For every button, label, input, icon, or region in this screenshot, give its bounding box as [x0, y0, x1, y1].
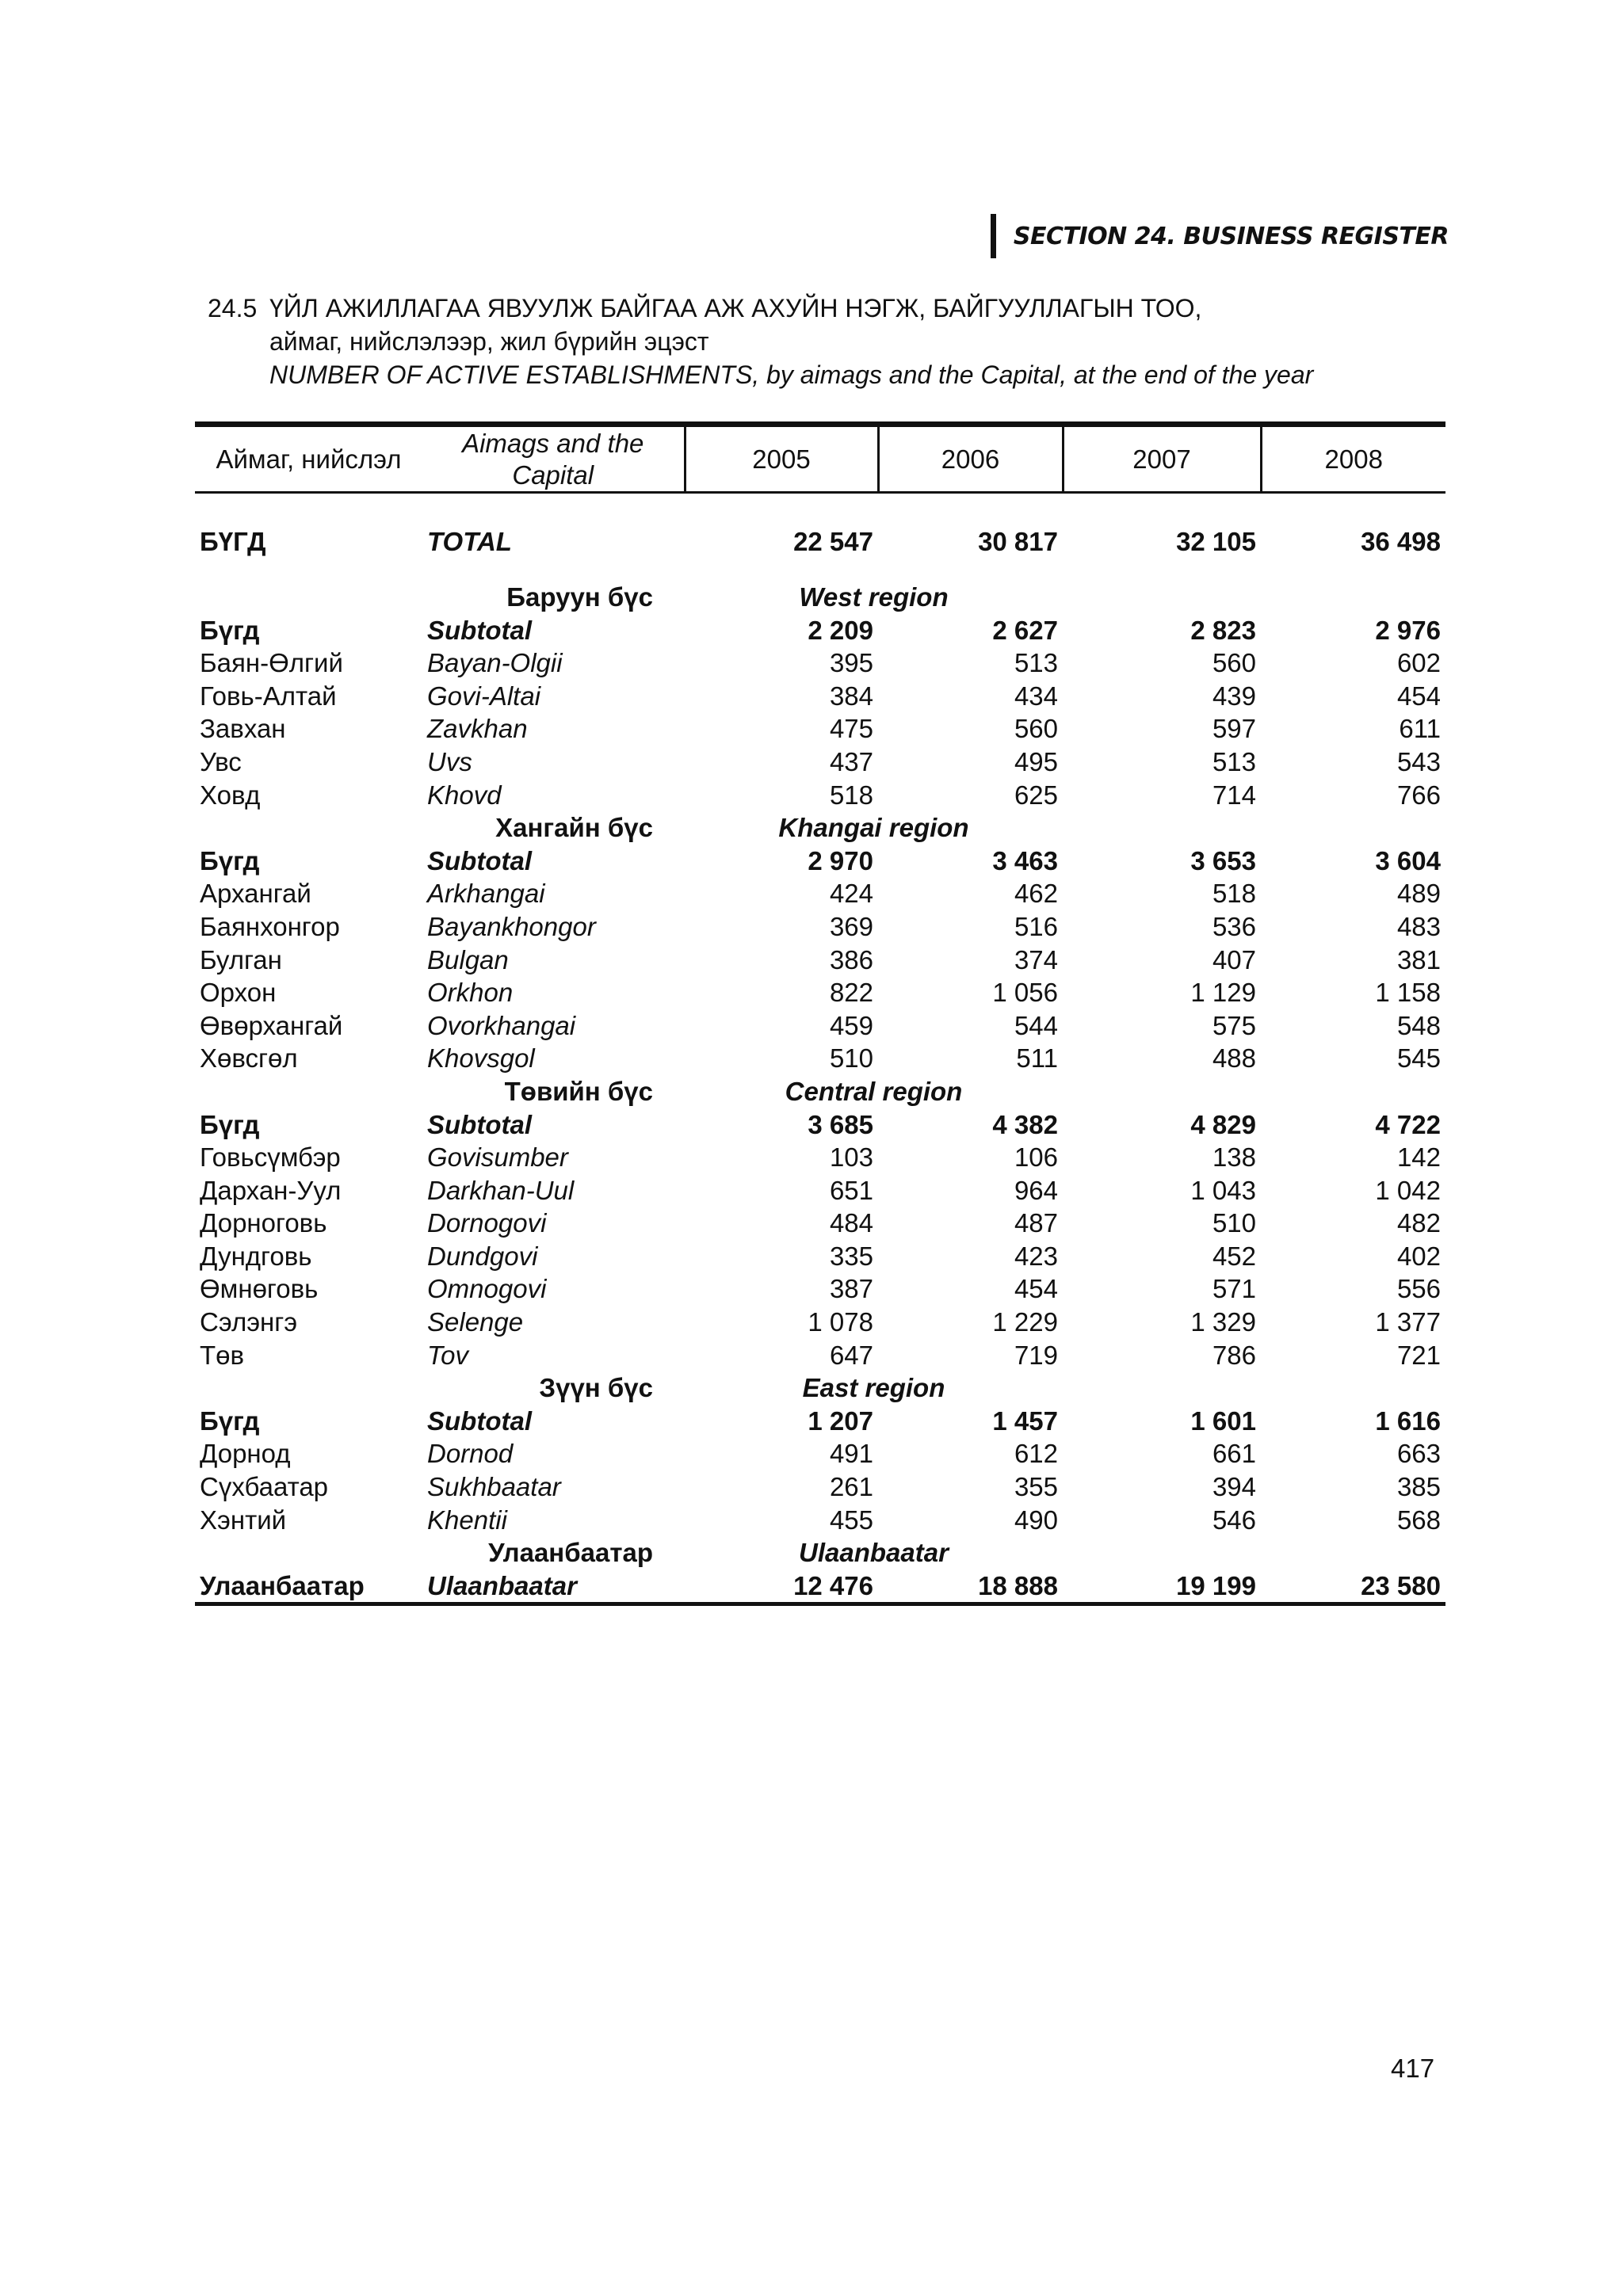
- table-row: [195, 1141, 1445, 1174]
- cell-value: 536: [1212, 911, 1256, 941]
- aimag-name-en: Bayankhongor: [427, 911, 596, 941]
- cell-value: 374: [1014, 944, 1058, 974]
- aimag-name-en: Ovorkhangai: [427, 1010, 576, 1040]
- cell-value: 1 329: [1190, 1307, 1256, 1337]
- cell-value: 454: [1014, 1274, 1058, 1304]
- cell-value: 611: [1399, 714, 1441, 744]
- region-name-en: East region: [802, 1373, 945, 1403]
- subtotal-row: [195, 1405, 1445, 1438]
- cell-value: 459: [829, 1010, 873, 1040]
- region-name-mn: Баруун бүс: [506, 582, 653, 612]
- aimag-name-en: Zavkhan: [427, 714, 528, 744]
- subtotal-label-mn: Бүгд: [200, 615, 260, 645]
- subtotal-value: 2 209: [808, 615, 873, 645]
- cell-value: 423: [1014, 1241, 1058, 1271]
- table-row: [195, 976, 1445, 1009]
- aimag-name-mn: Өвөрхангай: [200, 1010, 343, 1040]
- cell-value: 510: [1212, 1208, 1256, 1238]
- subtotal-row: [195, 1569, 1445, 1604]
- aimag-name-en: Selenge: [427, 1307, 524, 1337]
- page-number: 417: [1391, 2054, 1435, 2083]
- aimag-name-en: Omnogovi: [427, 1274, 547, 1304]
- cell-value: 142: [1396, 1142, 1441, 1173]
- cell-value: 714: [1212, 780, 1256, 810]
- header-year: 2008: [1261, 425, 1445, 493]
- subtotal-value: 18 888: [878, 1569, 1063, 1604]
- table-subtitle-mn: аймаг, нийслэлээр, жил бүрийн эцэст: [269, 327, 709, 356]
- cell-value: 647: [829, 1340, 873, 1370]
- cell-value: 381: [1396, 944, 1441, 974]
- section-header: [991, 214, 1449, 258]
- aimag-name-mn: Баянхонгор: [200, 911, 340, 941]
- cell-value: 495: [1014, 746, 1058, 776]
- header-year: 2007: [1063, 425, 1261, 493]
- subtotal-value: 1 207: [808, 1405, 873, 1436]
- cell-value: 1 129: [1190, 978, 1256, 1008]
- aimag-name-en: Uvs: [427, 746, 472, 776]
- aimag-name-en: Dundgovi: [427, 1241, 538, 1271]
- cell-value: 407: [1212, 944, 1256, 974]
- header-aimag-mn: Аймаг, нийслэл: [195, 425, 422, 493]
- cell-value: 439: [1212, 681, 1256, 711]
- cell-value: 1 043: [1190, 1175, 1256, 1205]
- cell-value: 475: [829, 714, 873, 744]
- table-row: [195, 1272, 1445, 1306]
- subtotal-value: 3 653: [1190, 845, 1256, 875]
- aimag-name-en: Bayan-Olgii: [427, 648, 563, 678]
- cell-value: 462: [1014, 879, 1058, 909]
- aimag-name-mn: Дархан-Уул: [200, 1175, 342, 1205]
- cell-value: 395: [829, 648, 873, 678]
- region-name-mn: Хангайн бүс: [495, 813, 653, 843]
- subtotal-label-en: Ulaanbaatar: [422, 1569, 685, 1604]
- cell-value: 1 078: [808, 1307, 873, 1337]
- table-header-row: [195, 425, 1445, 493]
- subtotal-value: 12 476: [685, 1569, 878, 1604]
- cell-value: 560: [1014, 714, 1058, 744]
- cell-value: 560: [1212, 648, 1256, 678]
- cell-value: 575: [1212, 1010, 1256, 1040]
- cell-value: 490: [1014, 1505, 1058, 1535]
- cell-value: 138: [1212, 1142, 1256, 1173]
- subtotal-value: 23 580: [1261, 1569, 1445, 1604]
- table-title-block: [208, 292, 1313, 391]
- cell-value: 548: [1396, 1010, 1441, 1040]
- cell-value: 454: [1396, 681, 1441, 711]
- header-year: 2005: [685, 425, 878, 493]
- subtotal-value: 3 463: [992, 845, 1058, 875]
- cell-value: 103: [829, 1142, 873, 1173]
- section-header-bar: [991, 214, 996, 258]
- total-label-en: TOTAL: [427, 527, 512, 556]
- cell-value: 571: [1212, 1274, 1256, 1304]
- cell-value: 651: [829, 1175, 873, 1205]
- cell-value: 437: [829, 746, 873, 776]
- cell-value: 719: [1014, 1340, 1058, 1370]
- region-header-row: [195, 811, 1445, 845]
- subtotal-value: 4 382: [992, 1109, 1058, 1139]
- cell-value: 822: [829, 978, 873, 1008]
- cell-value: 568: [1396, 1505, 1441, 1535]
- region-name-mn: Төвийн бүс: [504, 1076, 653, 1106]
- subtotal-value: 3 604: [1375, 845, 1441, 875]
- cell-value: 106: [1014, 1142, 1058, 1173]
- total-value: 30 817: [978, 527, 1058, 556]
- cell-value: 544: [1014, 1010, 1058, 1040]
- aimag-name-en: Govisumber: [427, 1142, 568, 1173]
- cell-value: 597: [1212, 714, 1256, 744]
- cell-value: 483: [1396, 911, 1441, 941]
- subtotal-label-mn: Бүгд: [200, 1109, 260, 1139]
- cell-value: 513: [1014, 648, 1058, 678]
- region-name-en: Central region: [785, 1076, 963, 1106]
- table-row: [195, 1504, 1445, 1537]
- cell-value: 385: [1396, 1472, 1441, 1502]
- table-row: [195, 910, 1445, 944]
- table-row: [195, 1339, 1445, 1372]
- cell-value: 786: [1212, 1340, 1256, 1370]
- total-value: 36 498: [1361, 527, 1441, 556]
- region-header-row: [195, 581, 1445, 614]
- cell-value: 491: [829, 1439, 873, 1469]
- aimag-name-mn: Булган: [200, 944, 282, 974]
- table-row: [195, 746, 1445, 779]
- establishments-table: [195, 421, 1445, 1606]
- subtotal-value: 3 685: [808, 1109, 873, 1139]
- subtotal-value: 1 616: [1375, 1405, 1441, 1436]
- cell-value: 487: [1014, 1208, 1058, 1238]
- subtotal-label-en: Subtotal: [427, 615, 532, 645]
- cell-value: 516: [1014, 911, 1058, 941]
- cell-value: 489: [1396, 879, 1441, 909]
- aimag-name-mn: Хэнтий: [200, 1505, 287, 1535]
- table-row: [195, 1240, 1445, 1273]
- header-year: 2006: [878, 425, 1063, 493]
- subtotal-value: 4 829: [1190, 1109, 1256, 1139]
- total-row: [195, 516, 1445, 568]
- aimag-name-mn: Орхон: [200, 978, 277, 1008]
- aimag-name-mn: Хөвсгөл: [200, 1043, 298, 1074]
- cell-value: 1 229: [992, 1307, 1058, 1337]
- cell-value: 261: [829, 1472, 873, 1502]
- subtotal-label-en: Subtotal: [427, 1109, 532, 1139]
- table-row: [195, 877, 1445, 910]
- subtotal-label-en: Subtotal: [427, 1405, 532, 1436]
- aimag-name-en: Khentii: [427, 1505, 507, 1535]
- aimag-name-mn: Дорноговь: [200, 1208, 327, 1238]
- table-row: [195, 1437, 1445, 1470]
- cell-value: 424: [829, 879, 873, 909]
- cell-value: 546: [1212, 1505, 1256, 1535]
- cell-value: 663: [1396, 1439, 1441, 1469]
- region-name-mn: Улаанбаатар: [488, 1538, 653, 1568]
- cell-value: 721: [1396, 1340, 1441, 1370]
- table-row: [195, 1042, 1445, 1075]
- region-name-en: West region: [799, 582, 949, 612]
- cell-value: 369: [829, 911, 873, 941]
- table-row: [195, 680, 1445, 713]
- aimag-name-en: Tov: [427, 1340, 468, 1370]
- subtotal-row: [195, 1108, 1445, 1142]
- table-row: [195, 712, 1445, 746]
- subtotal-value: 19 199: [1063, 1569, 1261, 1604]
- region-name-en: Khangai region: [778, 813, 969, 843]
- aimag-name-mn: Төв: [200, 1340, 245, 1370]
- cell-value: 482: [1396, 1208, 1441, 1238]
- cell-value: 511: [1016, 1043, 1058, 1074]
- cell-value: 455: [829, 1505, 873, 1535]
- subtotal-label-mn: Бүгд: [200, 1405, 260, 1436]
- cell-value: 518: [829, 780, 873, 810]
- region-header-row: [195, 1536, 1445, 1569]
- table-row: [195, 646, 1445, 680]
- total-value: 22 547: [793, 527, 873, 556]
- cell-value: 484: [829, 1208, 873, 1238]
- table-row: [195, 1207, 1445, 1240]
- cell-value: 545: [1396, 1043, 1441, 1074]
- aimag-name-en: Khovd: [427, 780, 502, 810]
- table-row: [195, 1174, 1445, 1207]
- table-row: [195, 779, 1445, 812]
- table-number: 24.5: [208, 294, 258, 322]
- cell-value: 1 377: [1375, 1307, 1441, 1337]
- cell-value: 402: [1396, 1241, 1441, 1271]
- aimag-name-en: Darkhan-Uul: [427, 1175, 575, 1205]
- aimag-name-en: Orkhon: [427, 978, 514, 1008]
- aimag-name-mn: Сүхбаатар: [200, 1472, 329, 1502]
- header-aimag-en: Aimags and the Capital: [422, 425, 685, 493]
- cell-value: 335: [829, 1241, 873, 1271]
- cell-value: 556: [1396, 1274, 1441, 1304]
- subtotal-value: 1 601: [1190, 1405, 1256, 1436]
- cell-value: 386: [829, 944, 873, 974]
- aimag-name-en: Sukhbaatar: [427, 1472, 561, 1502]
- subtotal-row: [195, 845, 1445, 878]
- cell-value: 488: [1212, 1043, 1256, 1074]
- cell-value: 387: [829, 1274, 873, 1304]
- aimag-name-en: Dornod: [427, 1439, 514, 1469]
- cell-value: 625: [1014, 780, 1058, 810]
- aimag-name-en: Bulgan: [427, 944, 509, 974]
- cell-value: 518: [1212, 879, 1256, 909]
- aimag-name-mn: Говь-Алтай: [200, 681, 337, 711]
- region-header-row: [195, 1371, 1445, 1405]
- cell-value: 1 042: [1375, 1175, 1441, 1205]
- subtotal-value: 2 823: [1190, 615, 1256, 645]
- subtotal-value: 4 722: [1375, 1109, 1441, 1139]
- cell-value: 434: [1014, 681, 1058, 711]
- cell-value: 510: [829, 1043, 873, 1074]
- cell-value: 612: [1014, 1439, 1058, 1469]
- cell-value: 384: [829, 681, 873, 711]
- cell-value: 602: [1396, 648, 1441, 678]
- aimag-name-en: Khovsgol: [427, 1043, 535, 1074]
- section-header-text: SECTION 24. BUSINESS REGISTER: [1013, 222, 1449, 250]
- aimag-name-mn: Ховд: [200, 780, 261, 810]
- total-label-mn: БҮГД: [200, 527, 266, 556]
- subtotal-label-mn: Бүгд: [200, 845, 260, 875]
- aimag-name-mn: Баян-Өлгий: [200, 648, 343, 678]
- subtotal-value: 2 627: [992, 615, 1058, 645]
- cell-value: 1 056: [992, 978, 1058, 1008]
- subtotal-value: 2 970: [808, 845, 873, 875]
- aimag-name-en: Arkhangai: [427, 879, 545, 909]
- cell-value: 964: [1014, 1175, 1058, 1205]
- subtotal-value: 1 457: [992, 1405, 1058, 1436]
- aimag-name-mn: Увс: [200, 746, 242, 776]
- cell-value: 394: [1212, 1472, 1256, 1502]
- region-header-row: [195, 1075, 1445, 1108]
- cell-value: 661: [1212, 1439, 1256, 1469]
- aimag-name-mn: Говьсүмбэр: [200, 1142, 341, 1173]
- table-row: [195, 944, 1445, 977]
- region-name-mn: Зүүн бүс: [539, 1373, 653, 1403]
- table-row: [195, 1009, 1445, 1043]
- cell-value: 1 158: [1375, 978, 1441, 1008]
- region-name-en: Ulaanbaatar: [799, 1538, 949, 1568]
- table-title-mn: ҮЙЛ АЖИЛЛАГАА ЯВУУЛЖ БАЙГАА АЖ АХУЙН НЭГЖ, БАЙГУУЛЛАГЫН ТОО,: [269, 294, 1202, 322]
- cell-value: 513: [1212, 746, 1256, 776]
- cell-value: 543: [1396, 746, 1441, 776]
- aimag-name-mn: Өмнөговь: [200, 1274, 319, 1304]
- aimag-name-mn: Дорнод: [200, 1439, 291, 1469]
- aimag-name-mn: Сэлэнгэ: [200, 1307, 298, 1337]
- table-row: [195, 1470, 1445, 1504]
- aimag-name-mn: Архангай: [200, 879, 311, 909]
- subtotal-value: 2 976: [1375, 615, 1441, 645]
- cell-value: 355: [1014, 1472, 1058, 1502]
- subtotal-label-mn: Улаанбаатар: [195, 1569, 422, 1604]
- cell-value: 452: [1212, 1241, 1256, 1271]
- cell-value: 766: [1396, 780, 1441, 810]
- total-value: 32 105: [1176, 527, 1256, 556]
- aimag-name-en: Govi-Altai: [427, 681, 541, 711]
- aimag-name-en: Dornogovi: [427, 1208, 547, 1238]
- aimag-name-mn: Завхан: [200, 714, 286, 744]
- aimag-name-mn: Дундговь: [200, 1241, 312, 1271]
- subtotal-row: [195, 614, 1445, 647]
- table-row: [195, 1306, 1445, 1339]
- subtotal-label-en: Subtotal: [427, 845, 532, 875]
- table-title-en: NUMBER OF ACTIVE ESTABLISHMENTS, by aimags and the Capital, at the end of the year: [269, 360, 1314, 389]
